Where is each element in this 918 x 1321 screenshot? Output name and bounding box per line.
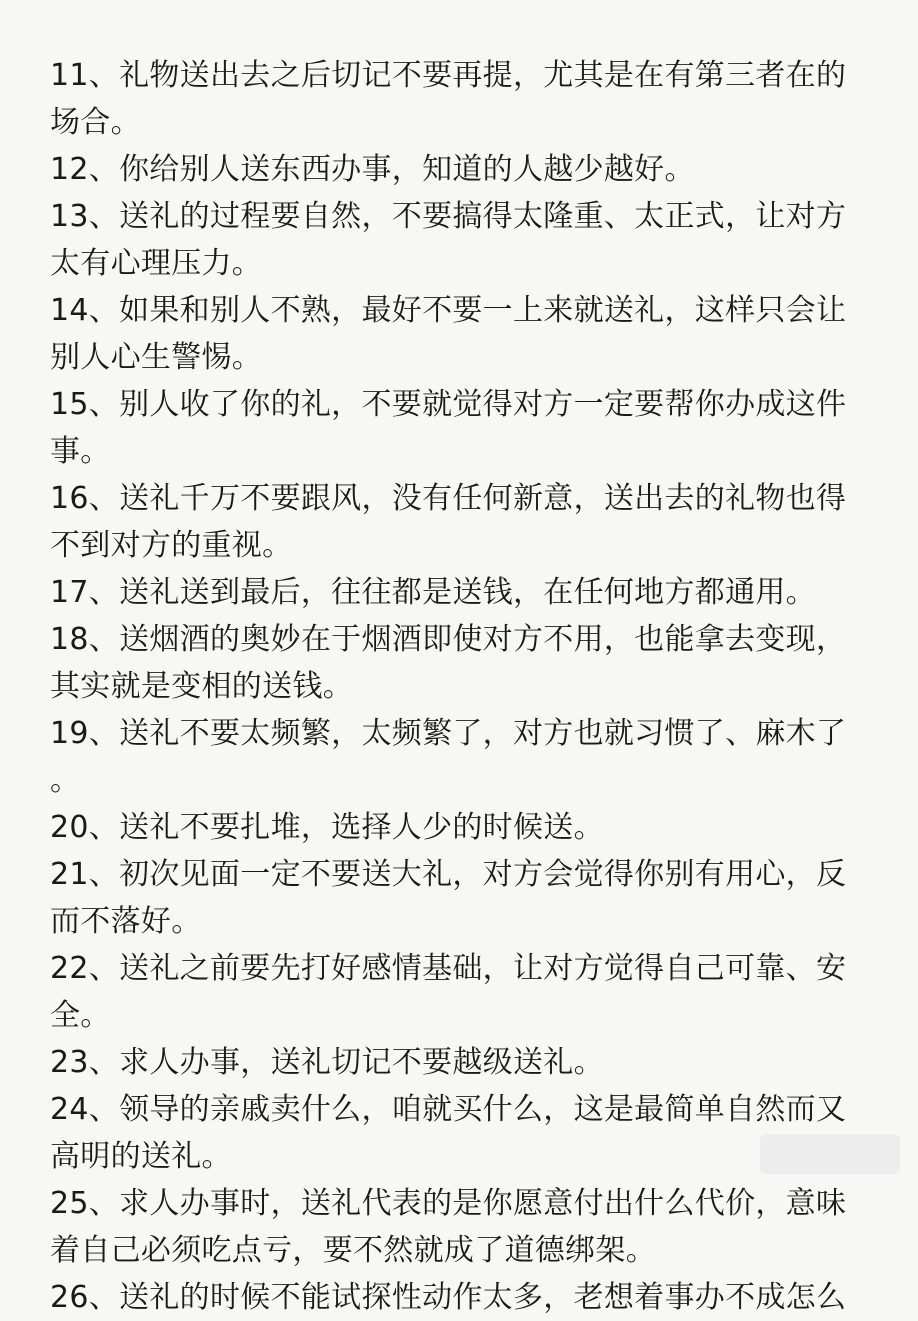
text-line: 11、礼物送出去之后切记不要再提，尤其是在有第三者在的 [50, 58, 847, 93]
text-line: 14、如果和别人不熟，最好不要一上来就送礼，这样只会让 [50, 293, 847, 328]
text-line: 21、初次见面一定不要送大礼，对方会觉得你别有用心，反 [50, 857, 847, 892]
text-line: 着自己必须吃点亏，要不然就成了道德绑架。 [50, 1233, 656, 1268]
text-line: 别人心生警惕。 [50, 340, 263, 375]
text-line: 太有心理压力。 [50, 246, 263, 281]
text-line: 高明的送礼。 [50, 1139, 232, 1174]
text-line: 18、送烟酒的奥妙在于烟酒即使对方不用，也能拿去变现， [50, 622, 847, 657]
text-line: 16、送礼千万不要跟风，没有任何新意，送出去的礼物也得 [50, 481, 847, 516]
text-line: 不到对方的重视。 [50, 528, 293, 563]
text-line: 全。 [50, 998, 111, 1033]
text-line: 19、送礼不要太频繁，太频繁了，对方也就习惯了、麻木了 [50, 716, 847, 751]
text-line: 24、领导的亲戚卖什么，咱就买什么，这是最简单自然而又 [50, 1092, 847, 1127]
text-line: 场合。 [50, 105, 141, 140]
watermark [760, 1134, 900, 1174]
text-line: 17、送礼送到最后，往往都是送钱，在任何地方都通用。 [50, 575, 816, 610]
text-line: 26、送礼的时候不能试探性动作太多，老想着事办不成怎么 [50, 1280, 847, 1315]
text-line: 13、送礼的过程要自然，不要搞得太隆重、太正式，让对方 [50, 199, 847, 234]
text-line: 15、别人收了你的礼，不要就觉得对方一定要帮你办成这件 [50, 387, 847, 422]
text-line: 12、你给别人送东西办事，知道的人越少越好。 [50, 152, 695, 187]
text-line: 。 [50, 763, 81, 798]
text-line: 事。 [50, 434, 111, 469]
text-line: 22、送礼之前要先打好感情基础，让对方觉得自己可靠、安 [50, 951, 847, 986]
text-line: 20、送礼不要扎堆，选择人少的时候送。 [50, 810, 604, 845]
document-text [50, 52, 880, 1321]
text-line: 而不落好。 [50, 904, 202, 939]
text-line: 其实就是变相的送钱。 [50, 669, 353, 704]
text-line: 23、求人办事，送礼切记不要越级送礼。 [50, 1045, 604, 1080]
text-line: 25、求人办事时，送礼代表的是你愿意付出什么代价，意味 [50, 1186, 847, 1221]
